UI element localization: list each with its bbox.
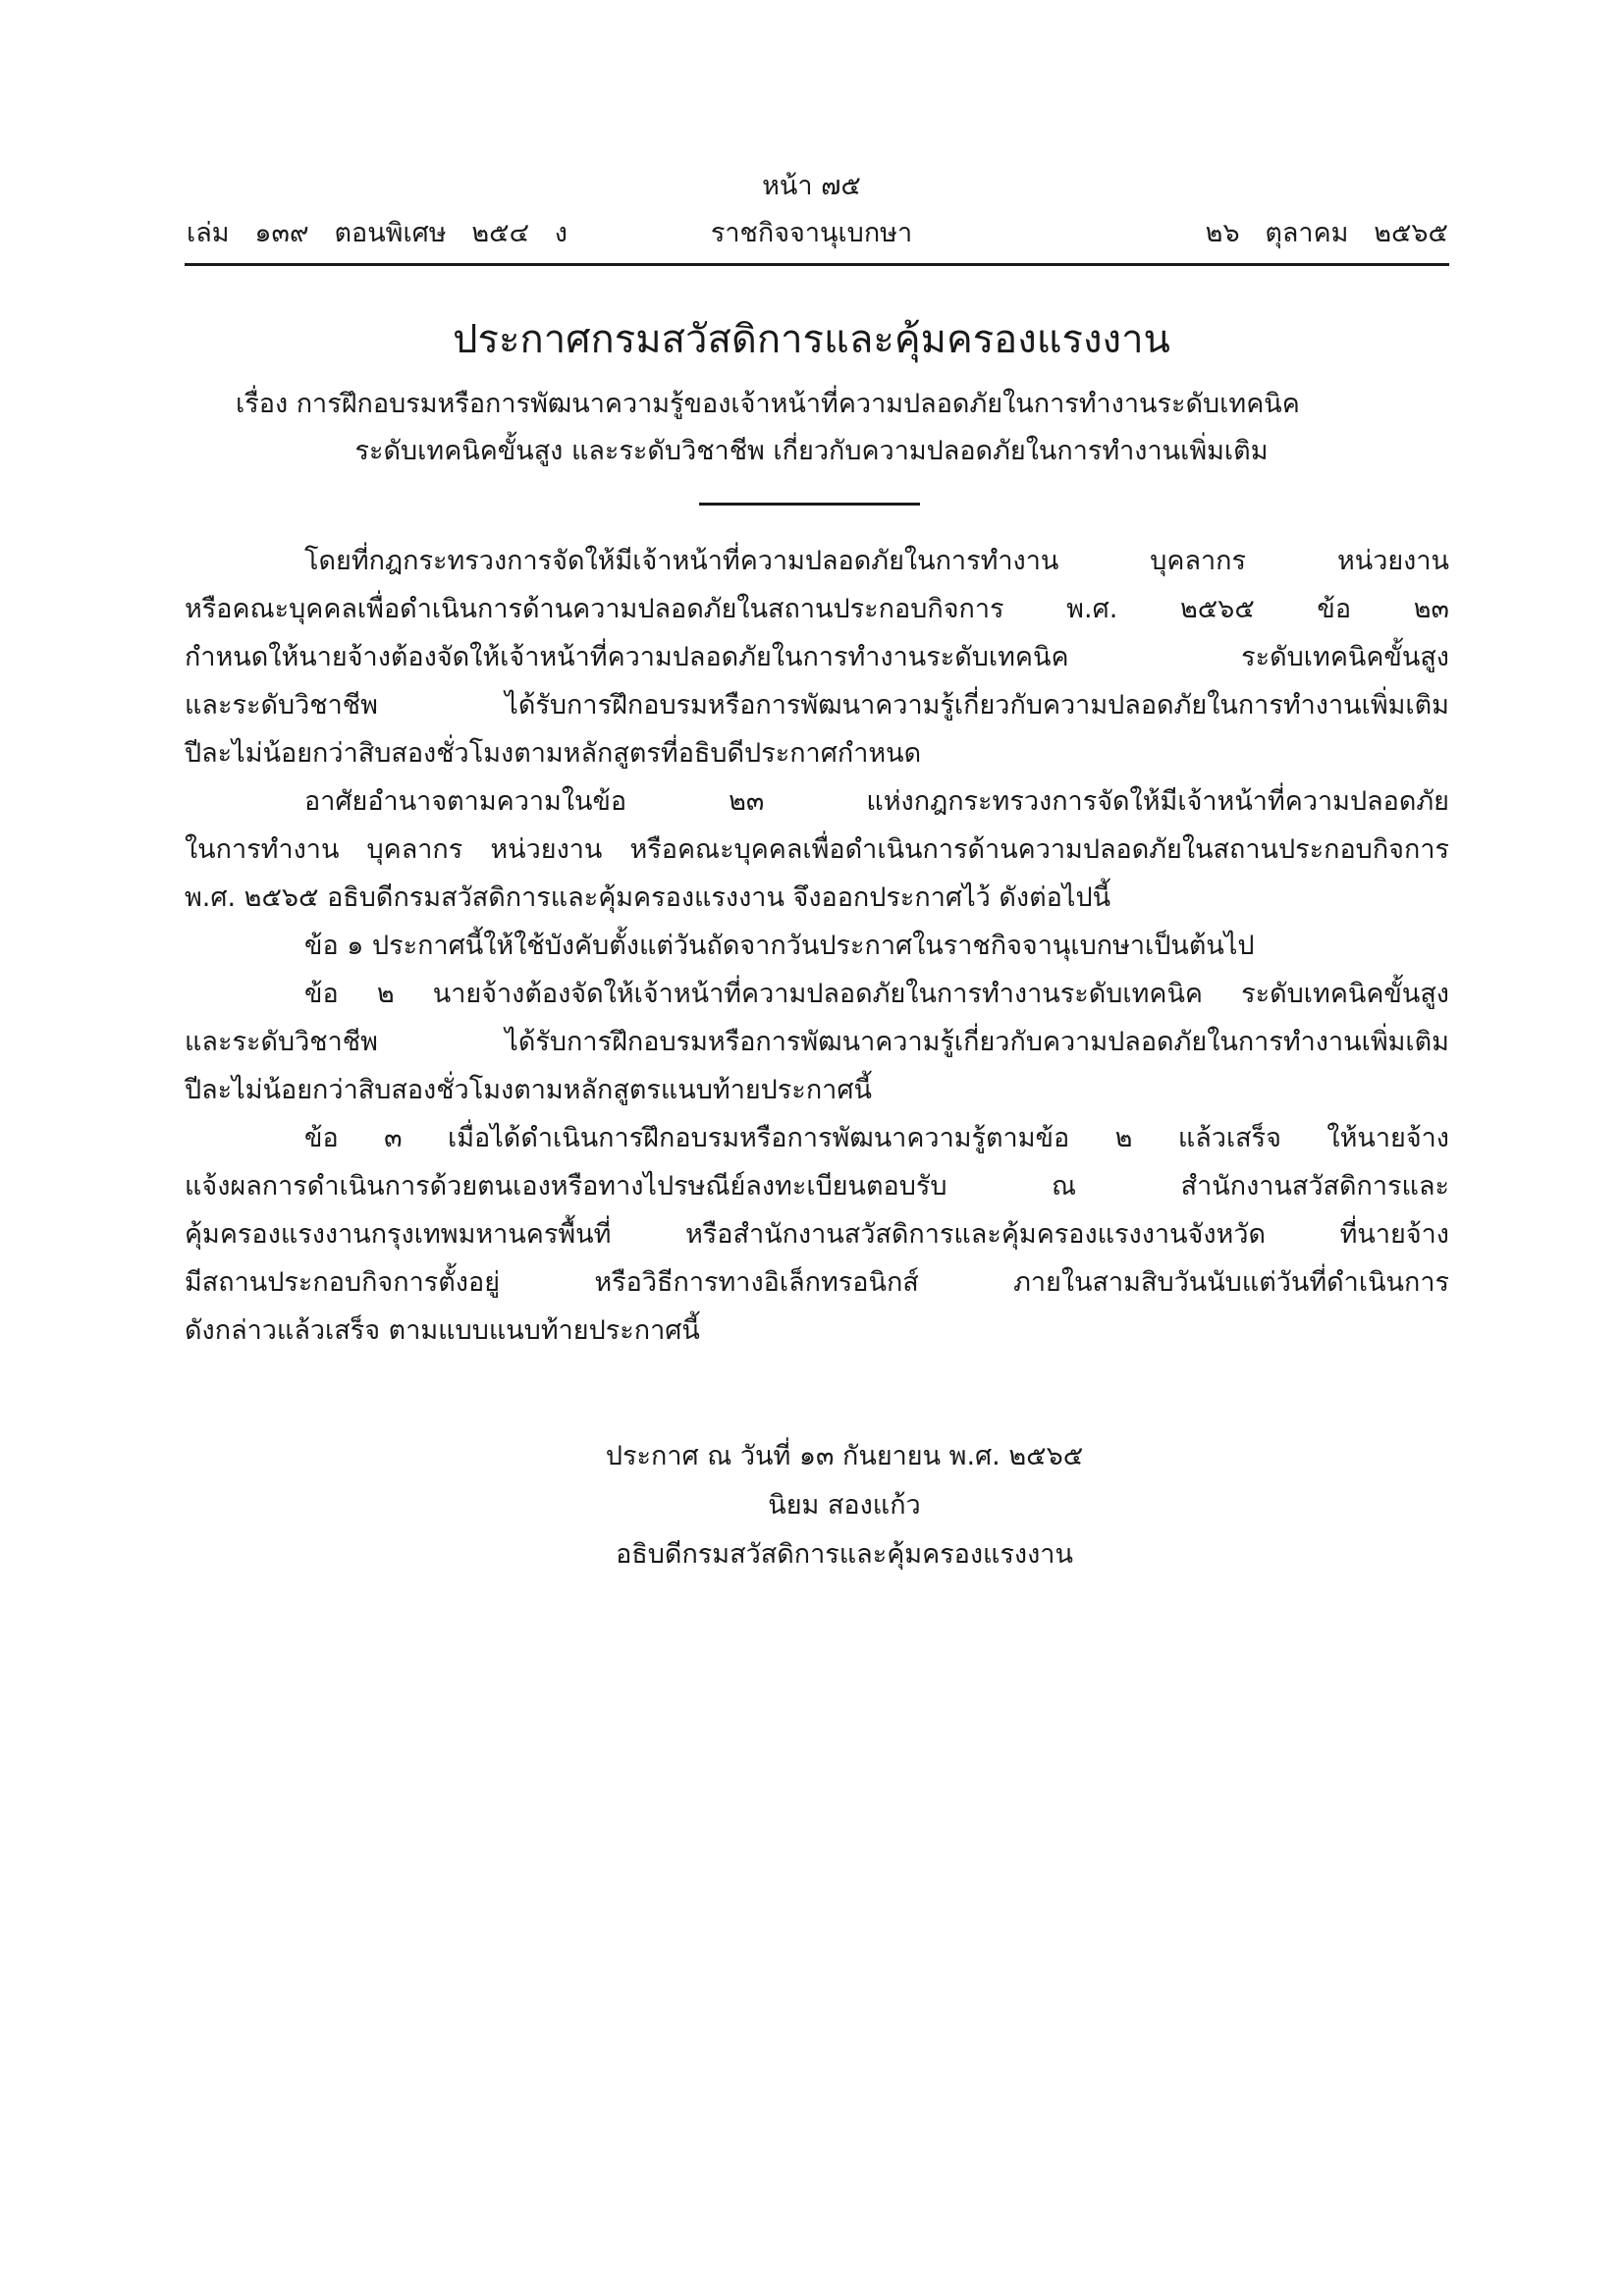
body-line: มีสถานประกอบกิจการตั้งอยู่ หรือวิธีการทางอิเล็กทรอนิกส์ ภายในสามสิบวันนับแต่วันที่ดำเนินการ (185, 1267, 1449, 1298)
body-line: ดังกล่าวแล้วเสร็จ ตามแบบแนบท้ายประกาศนี้ (185, 1315, 700, 1346)
body-line: กำหนดให้นายจ้างต้องจัดให้เจ้าหน้าที่ความปลอดภัยในการทำงานระดับเทคนิค ระดับเทคนิคขั้นสูง (185, 642, 1449, 672)
body-line: หรือคณะบุคคลเพื่อดำเนินการด้านความปลอดภัยในสถานประกอบกิจการ พ.ศ. ๒๕๖๕ ข้อ ๒๓ (185, 594, 1449, 624)
body-line: พ.ศ. ๒๕๖๕ อธิบดีกรมสวัสดิการและคุ้มครองแรงงาน จึงออกประกาศไว้ ดังต่อไปนี้ (185, 882, 1111, 913)
title-divider (699, 503, 920, 506)
page-number: หน้า ๗๕ (762, 171, 861, 201)
body-line: คุ้มครองแรงงานกรุงเทพมหานครพื้นที่ หรือสำนักงานสวัสดิการและคุ้มครองแรงงานจังหวัด ที่นายจ้าง (185, 1219, 1449, 1250)
body-line: ในการทำงาน บุคลากร หน่วยงาน หรือคณะบุคคลเพื่อดำเนินการด้านความปลอดภัยในสถานประกอบกิจการ (185, 834, 1449, 865)
body-line: และระดับวิชาชีพ ได้รับการฝึกอบรมหรือการพัฒนาความรู้เกี่ยวกับความปลอดภัยในการทำงานเพิ่มเติม (185, 690, 1449, 721)
announcement-title: ประกาศกรมสวัสดิการและคุ้มครองแรงงาน (453, 317, 1170, 362)
body-line: โดยที่กฎกระทรวงการจัดให้มีเจ้าหน้าที่ความปลอดภัยในการทำงาน บุคลากร หน่วยงาน (304, 546, 1449, 576)
gazette-name: ราชกิจจานุเบกษา (710, 218, 913, 248)
body-line: ข้อ ๓ เมื่อได้ดำเนินการฝึกอบรมหรือการพัฒนาความรู้ตามข้อ ๒ แล้วเสร็จ ให้นายจ้าง (304, 1123, 1449, 1153)
body-line: อาศัยอำนาจตามความในข้อ ๒๓ แห่งกฎกระทรวงการจัดให้มีเจ้าหน้าที่ความปลอดภัย (304, 786, 1449, 817)
publish-date: ๒๖ ตุลาคม ๒๕๖๕ (1205, 218, 1448, 248)
volume-issue: เล่ม ๑๓๙ ตอนพิเศษ ๒๕๔ ง (187, 218, 568, 248)
subject-line-1: เรื่อง การฝึกอบรมหรือการพัฒนาความรู้ของเจ้าหน้าที่ความปลอดภัยในการทำงานระดับเทคนิค (236, 389, 1300, 419)
body-line: ปีละไม่น้อยกว่าสิบสองชั่วโมงตามหลักสูตรแนบท้ายประกาศนี้ (185, 1075, 872, 1105)
signatory-position: อธิบดีกรมสวัสดิการและคุ้มครองแรงงาน (616, 1539, 1073, 1570)
body-line: ข้อ ๒ นายจ้างต้องจัดให้เจ้าหน้าที่ความปลอดภัยในการทำงานระดับเทคนิค ระดับเทคนิคขั้นสูง (304, 979, 1449, 1009)
body-line: แจ้งผลการดำเนินการด้วยตนเองหรือทางไปรษณีย์ลงทะเบียนตอบรับ ณ สำนักงานสวัสดิการและ (185, 1171, 1449, 1201)
body-line: ปีละไม่น้อยกว่าสิบสองชั่วโมงตามหลักสูตรที่อธิบดีประกาศกำหนด (185, 738, 922, 769)
body-line: และระดับวิชาชีพ ได้รับการฝึกอบรมหรือการพัฒนาความรู้เกี่ยวกับความปลอดภัยในการทำงานเพิ่มเติม (185, 1027, 1449, 1057)
signatory-name: นิยม สองแก้ว (768, 1490, 921, 1521)
announcement-date: ประกาศ ณ วันที่ ๑๓ กันยายน พ.ศ. ๒๕๖๕ (605, 1441, 1084, 1471)
body-line: ข้อ ๑ ประกาศนี้ให้ใช้บังคับตั้งแต่วันถัดจากวันประกาศในราชกิจจานุเบกษาเป็นต้นไป (304, 931, 1255, 961)
header-divider (185, 263, 1449, 266)
subject-line-2: ระดับเทคนิคขั้นสูง และระดับวิชาชีพ เกี่ยวกับความปลอดภัยในการทำงานเพิ่มเติม (354, 436, 1269, 466)
